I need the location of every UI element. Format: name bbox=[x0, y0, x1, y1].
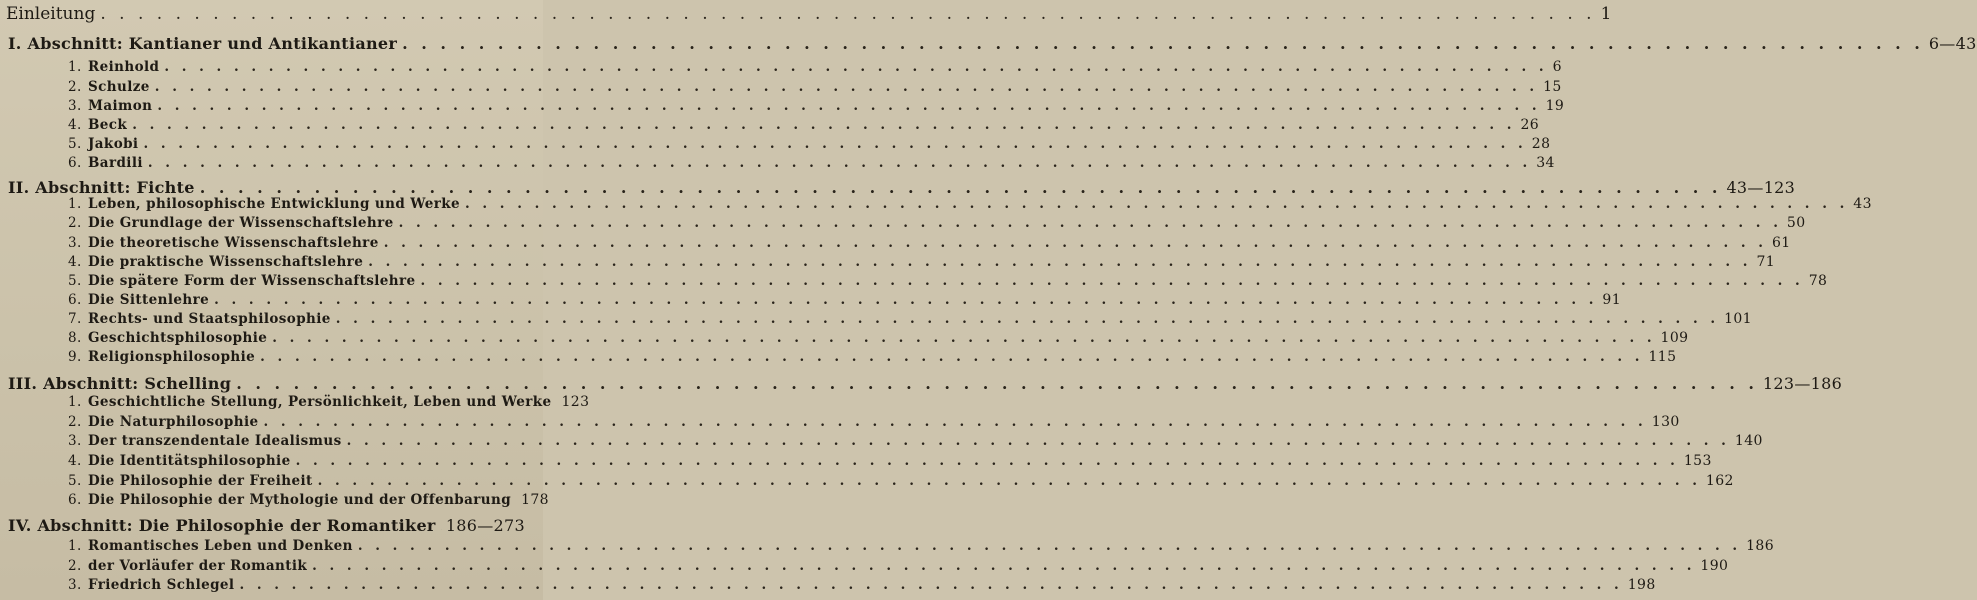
toc-entry bbox=[0, 79, 1562, 95]
entry-title: Geschichtsphilosophie bbox=[88, 330, 268, 346]
entry-number: 4. bbox=[68, 254, 82, 270]
toc-entry bbox=[0, 292, 1622, 308]
entry-title: Schulze bbox=[88, 79, 150, 95]
toc-entry bbox=[0, 414, 1680, 430]
entry-number: 2. bbox=[68, 558, 82, 574]
toc-entry bbox=[0, 273, 1828, 289]
entry-title: Rechts- und Staatsphilosophie bbox=[88, 311, 331, 327]
entry-title: Reinhold bbox=[88, 59, 160, 75]
entry-number: 2. bbox=[68, 79, 82, 95]
entry-page: 140 bbox=[1734, 433, 1763, 449]
entry-page: 28 bbox=[1531, 136, 1551, 152]
toc-entry bbox=[0, 215, 1806, 231]
entry-page: 19 bbox=[1545, 98, 1565, 114]
leader-dots bbox=[157, 98, 1540, 114]
entry-page: 198 bbox=[1627, 577, 1656, 593]
entry-page: 26 bbox=[1520, 117, 1540, 133]
section-title: III. Abschnitt: Schelling bbox=[8, 374, 232, 393]
entry-title: Jakobi bbox=[88, 136, 139, 152]
leader-dots bbox=[347, 433, 1730, 449]
entry-number: 2. bbox=[68, 215, 82, 231]
leader-dots bbox=[318, 473, 1701, 489]
entry-title: Die Grundlage der Wissenschaftslehre bbox=[88, 215, 394, 231]
toc-intro-row bbox=[0, 4, 1612, 24]
toc-entry bbox=[0, 577, 1656, 593]
toc-section-heading bbox=[0, 516, 543, 535]
entry-title: Die theoretische Wissenschaftslehre bbox=[88, 235, 379, 251]
leader-dots bbox=[164, 59, 1547, 75]
leader-dots bbox=[263, 414, 1646, 430]
entry-page: 109 bbox=[1660, 330, 1689, 346]
entry-number: 8. bbox=[68, 330, 82, 346]
entry-number: 9. bbox=[68, 349, 82, 365]
entry-number: 5. bbox=[68, 473, 82, 489]
entry-page: 15 bbox=[1543, 79, 1562, 95]
entry-page: 123 bbox=[561, 394, 590, 410]
leader-dots bbox=[143, 136, 1526, 152]
entry-title: Friedrich Schlegel bbox=[88, 577, 235, 593]
section-page-range: 186—273 bbox=[445, 516, 525, 535]
entry-page: 34 bbox=[1536, 155, 1555, 171]
leader-dots bbox=[100, 4, 1595, 24]
toc-entry bbox=[0, 453, 1712, 469]
entry-number: 5. bbox=[68, 136, 82, 152]
toc-entry bbox=[0, 394, 590, 410]
toc-entry bbox=[0, 349, 1677, 365]
toc-entry bbox=[0, 117, 1540, 133]
entry-title: Leben, philosophische Entwicklung und Werke bbox=[88, 196, 460, 212]
entry-number: 1. bbox=[68, 196, 82, 212]
entry-title: Bardili bbox=[88, 155, 143, 171]
leader-dots bbox=[402, 34, 1924, 53]
toc-section-heading bbox=[0, 374, 1843, 393]
leader-dots bbox=[312, 558, 1695, 574]
entry-page: 101 bbox=[1724, 311, 1752, 327]
leader-dots bbox=[399, 215, 1782, 231]
entry-page: 130 bbox=[1651, 414, 1680, 430]
entry-title: Beck bbox=[88, 117, 128, 133]
toc-intro-title: Einleitung bbox=[6, 4, 96, 24]
leader-dots bbox=[368, 254, 1751, 270]
entry-page: 186 bbox=[1746, 538, 1775, 554]
leader-dots bbox=[236, 374, 1758, 393]
toc-entry bbox=[0, 98, 1565, 114]
entry-number: 6. bbox=[68, 292, 82, 308]
entry-number: 4. bbox=[68, 117, 82, 133]
entry-title: Die Philosophie der Freiheit bbox=[88, 473, 313, 489]
entry-title: Die Identitätsphilosophie bbox=[88, 453, 291, 469]
toc-entry bbox=[0, 492, 549, 508]
entry-number: 7. bbox=[68, 311, 82, 327]
toc-entry bbox=[0, 330, 1689, 346]
section-title: IV. Abschnitt: Die Philosophie der Romantiker bbox=[8, 516, 436, 535]
toc-entry bbox=[0, 155, 1555, 171]
leader-dots bbox=[296, 453, 1679, 469]
entry-number: 5. bbox=[68, 273, 82, 289]
section-page-range: 6—43 bbox=[1928, 34, 1977, 53]
entry-title: Die praktische Wissenschaftslehre bbox=[88, 254, 364, 270]
toc-entry bbox=[0, 136, 1551, 152]
section-title: I. Abschnitt: Kantianer und Antikantianer bbox=[8, 34, 398, 53]
toc-intro-page: 1 bbox=[1600, 4, 1612, 24]
entry-page: 162 bbox=[1705, 473, 1734, 489]
leader-dots bbox=[239, 577, 1622, 593]
leader-dots bbox=[358, 538, 1741, 554]
toc-entry bbox=[0, 538, 1775, 554]
section-page-range: 123—186 bbox=[1762, 374, 1843, 393]
leader-dots bbox=[155, 79, 1538, 95]
section-title: II. Abschnitt: Fichte bbox=[8, 178, 195, 197]
entry-title: Die Sittenlehre bbox=[88, 292, 210, 308]
entry-number: 6. bbox=[68, 155, 82, 171]
entry-title: Maimon bbox=[88, 98, 153, 114]
toc-entry bbox=[0, 196, 1872, 212]
toc-entry bbox=[0, 433, 1763, 449]
entry-number: 3. bbox=[68, 235, 82, 251]
entry-title: Geschichtliche Stellung, Persönlichkeit, Leben und Werke bbox=[88, 394, 552, 410]
leader-dots bbox=[336, 311, 1719, 327]
entry-title: Die Naturphilosophie bbox=[88, 414, 259, 430]
toc-entry bbox=[0, 473, 1734, 489]
leader-dots bbox=[384, 235, 1767, 251]
leader-dots bbox=[200, 178, 1722, 197]
toc-section-heading bbox=[0, 178, 1796, 197]
entry-title: der Vorläufer der Romantik bbox=[88, 558, 308, 574]
leader-dots bbox=[465, 196, 1848, 212]
leader-dots bbox=[260, 349, 1643, 365]
entry-page: 115 bbox=[1648, 349, 1677, 365]
toc-entry bbox=[0, 558, 1729, 574]
entry-number: 1. bbox=[68, 538, 82, 554]
entry-number: 6. bbox=[68, 492, 82, 508]
entry-number: 3. bbox=[68, 433, 82, 449]
entry-number: 3. bbox=[68, 577, 82, 593]
entry-title: Romantisches Leben und Denken bbox=[88, 538, 353, 554]
leader-dots bbox=[148, 155, 1531, 171]
toc-entry bbox=[0, 59, 1562, 75]
section-page-range: 43—123 bbox=[1726, 178, 1796, 197]
leader-dots bbox=[272, 330, 1655, 346]
leader-dots bbox=[420, 273, 1803, 289]
toc-entry bbox=[0, 311, 1752, 327]
entry-number: 3. bbox=[68, 98, 82, 114]
leader-dots bbox=[132, 117, 1515, 133]
entry-number: 1. bbox=[68, 394, 82, 410]
toc-section-heading bbox=[0, 34, 1977, 53]
entry-page: 153 bbox=[1683, 453, 1712, 469]
entry-page: 190 bbox=[1700, 558, 1729, 574]
entry-page: 91 bbox=[1602, 292, 1622, 308]
entry-page: 6 bbox=[1552, 59, 1562, 75]
entry-page: 50 bbox=[1786, 215, 1806, 231]
entry-number: 2. bbox=[68, 414, 82, 430]
entry-number: 4. bbox=[68, 453, 82, 469]
entry-number: 1. bbox=[68, 59, 82, 75]
entry-page: 78 bbox=[1808, 273, 1828, 289]
entry-title: Der transzendentale Idealismus bbox=[88, 433, 342, 449]
entry-title: Die Philosophie der Mythologie und der Offenbarung bbox=[88, 492, 512, 508]
entry-page: 43 bbox=[1853, 196, 1872, 212]
toc-entry bbox=[0, 254, 1776, 270]
toc-entry bbox=[0, 235, 1791, 251]
entry-page: 71 bbox=[1756, 254, 1776, 270]
entry-page: 61 bbox=[1771, 235, 1791, 251]
entry-page: 178 bbox=[521, 492, 549, 508]
leader-dots bbox=[214, 292, 1597, 308]
entry-title: Religionsphilosophie bbox=[88, 349, 256, 365]
entry-title: Die spätere Form der Wissenschaftslehre bbox=[88, 273, 416, 289]
